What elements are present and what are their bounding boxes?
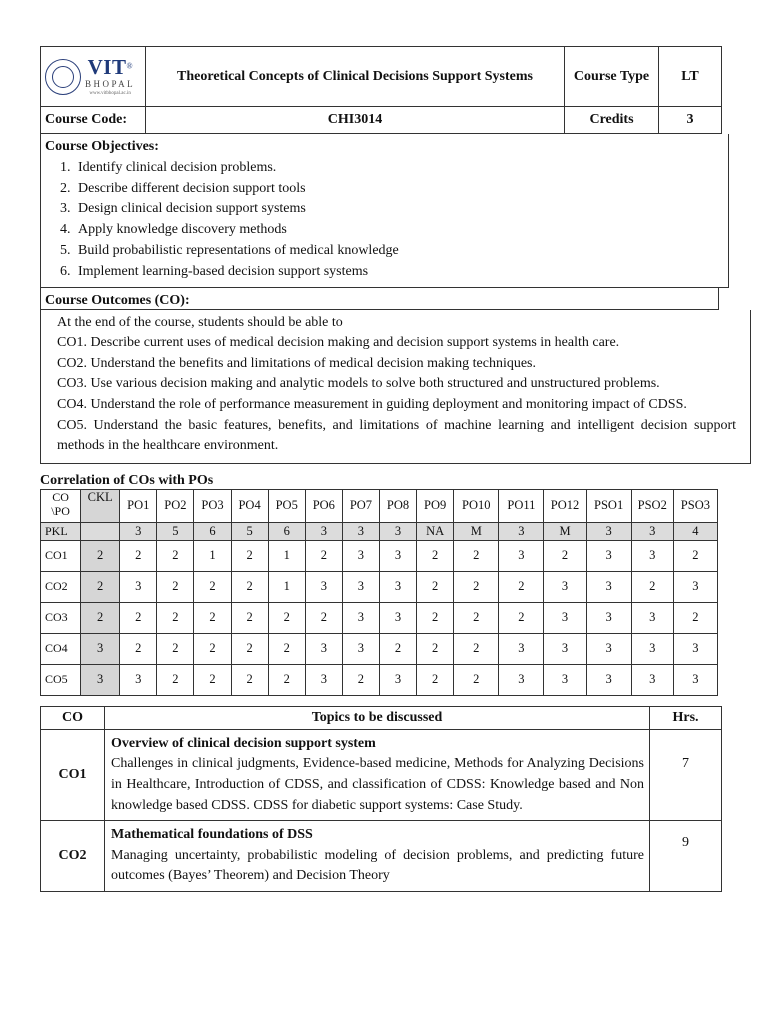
po-column-header: PO3 — [194, 489, 231, 522]
pkl-value: 3 — [379, 522, 416, 540]
co-po-correlation-table — [40, 489, 718, 696]
po-column-header: PO12 — [544, 489, 586, 522]
correlation-value: 2 — [231, 633, 268, 664]
course-type-value: LT — [659, 47, 722, 107]
correlation-value: 2 — [157, 602, 194, 633]
objective-item: 1. Identify clinical decision problems. — [74, 158, 724, 179]
po-column-header: PSO3 — [673, 489, 717, 522]
correlation-value: 3 — [379, 664, 416, 695]
correlation-value: 2 — [454, 571, 499, 602]
correlation-value: 2 — [342, 664, 379, 695]
correlation-value: 3 — [586, 540, 631, 571]
logo-url: www.vitbhopal.ac.in — [89, 91, 131, 96]
outcome-item: CO4. Understand the role of performance measurement in guiding deployment and monitoring impact of CDSS. — [57, 396, 687, 412]
credits-label: Credits — [565, 107, 659, 134]
correlation-value: 2 — [268, 602, 305, 633]
logo-cell — [41, 47, 146, 107]
ckl-value: 2 — [81, 571, 120, 602]
pkl-value: 4 — [673, 522, 717, 540]
correlation-value: 3 — [673, 664, 717, 695]
correlation-value: 3 — [379, 571, 416, 602]
correlation-value: 3 — [342, 602, 379, 633]
university-seal-icon — [45, 59, 81, 95]
correlation-value: 3 — [342, 571, 379, 602]
ckl-header: CKL — [81, 489, 120, 522]
po-column-header: PO8 — [379, 489, 416, 522]
correlation-value: 2 — [194, 602, 231, 633]
syllabus-page — [40, 46, 736, 892]
correlation-value: 3 — [120, 664, 157, 695]
po-column-header: PO4 — [231, 489, 268, 522]
correlation-value: 2 — [417, 571, 454, 602]
topics-col-hrs: Hrs. — [650, 706, 722, 729]
correlation-value: 3 — [379, 602, 416, 633]
topic-body: Challenges in clinical judgments, Evidence-based medicine, Methods for Analyzing Decisions in Healthcare, Introduction of CDSS, and classification of CDSS: Knowledge based and Non knowledge based CDSS. CDSS for diabetic support systems: Case Study. — [111, 756, 644, 813]
pkl-value: 3 — [342, 522, 379, 540]
correlation-value: 2 — [120, 540, 157, 571]
correlation-value: 1 — [268, 571, 305, 602]
po-column-header: PO9 — [417, 489, 454, 522]
objective-item: 5. Build probabilistic representations of medical knowledge — [74, 241, 724, 262]
po-column-header: PO11 — [499, 489, 544, 522]
correlation-value: 3 — [544, 602, 586, 633]
co-label: CO1 — [41, 540, 81, 571]
correlation-value: 2 — [120, 633, 157, 664]
correlation-value: 2 — [417, 633, 454, 664]
pkl-value: 3 — [305, 522, 342, 540]
correlation-value: 2 — [268, 664, 305, 695]
pkl-value: 6 — [268, 522, 305, 540]
topic-body: Managing uncertainty, probabilistic modeling of decision problems, and predicting future outcomes (Bayes’ Theorem) and Decision Theory — [111, 847, 644, 884]
topics-table — [40, 706, 722, 892]
ckl-value: 2 — [81, 602, 120, 633]
correlation-value: 3 — [544, 633, 586, 664]
correlation-title: Correlation of COs with POs — [40, 472, 214, 488]
outcome-item: CO1. Describe current uses of medical decision making and decision support systems in health care. — [57, 335, 620, 351]
correlation-value: 2 — [499, 602, 544, 633]
co-row — [41, 664, 718, 695]
topic-co: CO1 — [41, 729, 105, 820]
correlation-value: 2 — [454, 540, 499, 571]
pkl-value: 3 — [586, 522, 631, 540]
topics-col-topics: Topics to be discussed — [105, 706, 650, 729]
correlation-value: 3 — [342, 540, 379, 571]
correlation-value: 2 — [305, 602, 342, 633]
correlation-value: 2 — [194, 664, 231, 695]
correlation-value: 3 — [499, 540, 544, 571]
co-label: CO2 — [41, 571, 81, 602]
course-header-table — [40, 46, 722, 134]
co-row — [41, 540, 718, 571]
correlation-value: 2 — [157, 664, 194, 695]
pkl-value: M — [544, 522, 586, 540]
topic-row — [41, 821, 722, 892]
correlation-value: 1 — [268, 540, 305, 571]
correlation-value: 2 — [157, 540, 194, 571]
correlation-value: 3 — [631, 664, 673, 695]
pkl-value: 3 — [499, 522, 544, 540]
ckl-value: 3 — [81, 633, 120, 664]
ckl-value: 2 — [81, 540, 120, 571]
topic-hours: 9 — [650, 821, 722, 892]
pkl-value: 6 — [194, 522, 231, 540]
correlation-value: 2 — [157, 571, 194, 602]
corner-label-co: CO — [52, 489, 69, 504]
correlation-value: 2 — [305, 540, 342, 571]
objectives-heading: Course Objectives: — [45, 139, 159, 154]
matrix-corner-cell — [41, 489, 81, 522]
course-type-label: Course Type — [565, 47, 659, 107]
correlation-value: 3 — [586, 602, 631, 633]
correlation-value: 2 — [231, 540, 268, 571]
topic-title: Overview of clinical decision support system — [111, 735, 376, 751]
course-objectives-section — [40, 134, 729, 288]
pkl-value: 5 — [157, 522, 194, 540]
po-column-header: PO6 — [305, 489, 342, 522]
outcomes-intro: At the end of the course, students should be able to — [57, 314, 343, 330]
pkl-value: 3 — [631, 522, 673, 540]
correlation-value: 3 — [631, 540, 673, 571]
pkl-value: 5 — [231, 522, 268, 540]
outcome-item: CO2. Understand the benefits and limitations of medical decision making techniques. — [57, 355, 537, 371]
topic-row — [41, 729, 722, 820]
correlation-value: 3 — [305, 633, 342, 664]
topics-col-co: CO — [41, 706, 105, 729]
objective-item: 6. Implement learning-based decision support systems — [74, 262, 724, 283]
co-row — [41, 602, 718, 633]
course-outcomes-section — [40, 310, 751, 464]
course-code-value: CHI3014 — [146, 107, 565, 134]
pkl-value: 3 — [120, 522, 157, 540]
correlation-value: 3 — [342, 633, 379, 664]
pkl-value: M — [454, 522, 499, 540]
co-label: CO5 — [41, 664, 81, 695]
ckl-value: 3 — [81, 664, 120, 695]
correlation-value: 3 — [586, 571, 631, 602]
correlation-value: 3 — [673, 633, 717, 664]
correlation-value: 2 — [194, 633, 231, 664]
po-column-header: PO7 — [342, 489, 379, 522]
pkl-ckl-empty — [81, 522, 120, 540]
course-code-label: Course Code: — [41, 107, 146, 134]
correlation-value: 3 — [379, 540, 416, 571]
objectives-list — [45, 158, 724, 283]
po-column-header: PO2 — [157, 489, 194, 522]
co-label: CO3 — [41, 602, 81, 633]
topic-content — [105, 729, 650, 820]
po-column-header: PSO2 — [631, 489, 673, 522]
po-column-header: PO1 — [120, 489, 157, 522]
correlation-value: 2 — [454, 664, 499, 695]
pkl-row — [41, 522, 718, 540]
corner-label-po: \PO — [51, 503, 70, 518]
logo-subtitle: BHOPAL — [85, 79, 136, 89]
topic-content — [105, 821, 650, 892]
correlation-value: 3 — [586, 633, 631, 664]
correlation-value: 3 — [673, 571, 717, 602]
correlation-value: 2 — [544, 540, 586, 571]
correlation-value: 3 — [499, 664, 544, 695]
correlation-value: 2 — [231, 664, 268, 695]
correlation-value: 1 — [194, 540, 231, 571]
correlation-value: 2 — [417, 664, 454, 695]
po-column-header: PSO1 — [586, 489, 631, 522]
correlation-value: 2 — [499, 571, 544, 602]
logo-wordmark: VIT — [87, 55, 127, 79]
correlation-value: 2 — [231, 602, 268, 633]
logo-registered-mark: ® — [126, 61, 133, 71]
pkl-value: NA — [417, 522, 454, 540]
correlation-value: 3 — [305, 664, 342, 695]
correlation-value: 2 — [454, 602, 499, 633]
course-title: Theoretical Concepts of Clinical Decisions Support Systems — [146, 47, 565, 107]
correlation-value: 3 — [120, 571, 157, 602]
correlation-value: 2 — [417, 540, 454, 571]
correlation-value: 2 — [379, 633, 416, 664]
correlation-value: 2 — [268, 633, 305, 664]
outcome-item: CO5. Understand the basic features, benefits, and limitations of machine learning and intelligent decision support methods in the healthcare environment. — [57, 417, 736, 454]
co-row — [41, 633, 718, 664]
topic-co: CO2 — [41, 821, 105, 892]
objective-item: 4. Apply knowledge discovery methods — [74, 220, 724, 241]
correlation-value: 2 — [454, 633, 499, 664]
objective-item: 3. Design clinical decision support systems — [74, 199, 724, 220]
correlation-value: 2 — [673, 540, 717, 571]
correlation-value: 3 — [631, 633, 673, 664]
correlation-value: 3 — [305, 571, 342, 602]
topic-hours: 7 — [650, 729, 722, 820]
correlation-value: 3 — [586, 664, 631, 695]
co-row — [41, 571, 718, 602]
correlation-value: 3 — [544, 571, 586, 602]
correlation-value: 3 — [499, 633, 544, 664]
outcome-item: CO3. Use various decision making and analytic models to solve both structured and unstructured problems. — [57, 376, 660, 392]
vit-bhopal-logo — [45, 57, 141, 96]
correlation-value: 2 — [673, 602, 717, 633]
pkl-label: PKL — [41, 522, 81, 540]
correlation-value: 2 — [157, 633, 194, 664]
credits-value: 3 — [659, 107, 722, 134]
matrix-header-row — [41, 489, 718, 522]
correlation-value: 2 — [120, 602, 157, 633]
correlation-value: 2 — [231, 571, 268, 602]
topic-title: Mathematical foundations of DSS — [111, 827, 313, 843]
correlation-value: 3 — [544, 664, 586, 695]
correlation-value: 3 — [631, 602, 673, 633]
po-column-header: PO5 — [268, 489, 305, 522]
outcomes-heading: Course Outcomes (CO): — [40, 288, 719, 310]
co-label: CO4 — [41, 633, 81, 664]
objective-item: 2. Describe different decision support tools — [74, 179, 724, 200]
correlation-value: 2 — [631, 571, 673, 602]
correlation-value: 2 — [194, 571, 231, 602]
correlation-value: 2 — [417, 602, 454, 633]
po-column-header: PO10 — [454, 489, 499, 522]
